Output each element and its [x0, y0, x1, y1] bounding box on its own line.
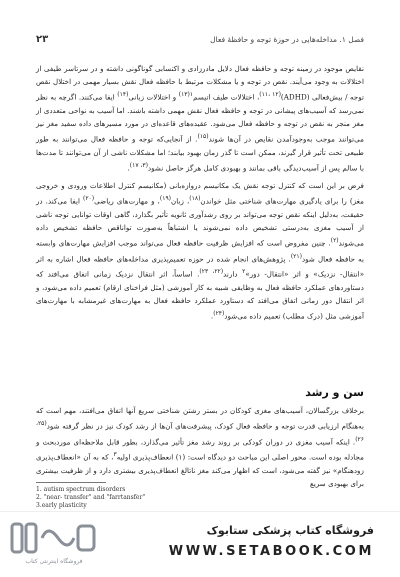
footnote-3: 3.early plasticity — [36, 502, 87, 509]
store-title: فروشگاه کتاب پزشکی ستابوک — [206, 524, 374, 537]
section-body-text — [36, 404, 364, 490]
setabook-logo[interactable] — [8, 518, 100, 568]
paragraph-1: نقایص موجود در زمینه توجه و حافظه فعال دلایل مادرزادی و اکتسابی گوناگونی داشته و در سرتاسر طیفی از اختلالات به وجود می‌آیند. نقص در توجه و یا مشکلات مرتبط با حافظه فعال نقش بسیار مهمی در اختلال نقص توجه / بیش‌فعالی (ADHD)$^{(۱۱، ۱۲)}$، اختلالات طیف اتیسم$^{۱(۱۳)}$ و اختلالات زبانی$^{(۱۴)}$ ایفا می‌کنند. اگرچه به نظر نمی‌رسد که آسیب‌های پیشانی در توجه و حافظه فعال نقش مهمی داشته باشند. اما آسیب به نواحی متعددی از مغز منجر به نقص در توجه و حافظه فعال می‌شود. عقیده‌های قاعده‌ای در مورد مسیرهای داده سفید مغز نیز می‌توانند موجب به‌وجودآمدن نقایص در آن‌ها شوند$^{(۱۵)}$. از آنجایی‌که توجه و حافظه فعال می‌توانند به طور طبیعی تحت تأثیر قرار گیرند، ممکن است تا گذر زمان بهبود بیابند؛ اما مشکلات ناشی از آن می‌توانند تا مدت‌ها با سالم پس از آسیب‌دیدگی باقی بمانند و بهبودی کامل هرگز حاصل نشود$^{(۳، ۱۷)}$. — [36, 64, 364, 173]
page-number: ۲۳ — [36, 34, 49, 45]
footnote-2: 2. "near- transfer" and "farrtansfer" — [36, 494, 146, 501]
paragraph-2: فرض بر این است که کنترل توجه نقش یک مکانیسم دروازه‌بانی (مکانیسم کنترل اطلاعات ورودی و خروجی مغز) را برای یادگیری مهارت‌های شناختی مثل خواندن$^{(۱۸)}$، زبان$^{(۱۹)}$، و مهارت‌های ریاضی$^{(۲۰)}$ ایفا می‌کند. در حقیقت، به‌دلیل اینکه نقص توجه می‌تواند بر روی رشدآوری ثانویه تأثیر بگذارد، گاهی اوقات توانایی توجه ناشی از آسیب مغزی به‌درستی تشخیص داده نمی‌شوند یا اشتباهاً به‌صورت تواناقص حافظه تشخیص داده می‌شوند$^{(۲)}$. چنین مفروض است که افزایش ظرفیت حافظه فعال می‌تواند موجب افزایش مهارت‌های وابسته به حافظه فعال شود$^{(۲۱)}$. پژوهش‌های انجام شده در حوزه تعمیم‌پذیری مداخله‌های حافظه فعال اشاره به اثر «انتقال- نزدیک» و اثر «انتقال- دور»$^۲$ دارند$^{(۲۲، ۲۳)}$. اساساً، اثر انتقال نزدیک زمانی اتفاق می‌افتد که دستاوردهای عملکرد حافظه فعال به وظایفی شبیه به کار آموزشی (مثل فراخنای ارقام) تعمیم داده می‌شود، و اثر انتقال دور زمانی اتفاق می‌افتد که دستاورد عملکرد حافظه فعال به مهارت‌های غیرمشابه با مهارت‌های آموزشی مثل (درک مطلب) تعمیم داده می‌شود$^{(۲۴)}$. — [36, 180, 364, 321]
body-text — [36, 62, 364, 327]
footnote-divider — [36, 482, 106, 483]
footnote-1: 1. autism spectrum disorders — [36, 486, 126, 493]
logo-tagline: فروشگاه اینترنتی کتاب — [25, 558, 83, 565]
page-header — [36, 34, 364, 45]
footnotes — [36, 486, 364, 510]
paragraph-3: برخلاف بزرگسالان، آسیب‌های مغزی کودکان در بستر رشتن شناختی سریع آنها اتفاق می‌افتند، مهم است که به‌هنگام ارزیابی قدرت توجه و حافظه فعال کودک، پیشرفت‌های آن‌ها از رشد کودک نیز در نظر گرفته شود$^{(۲۵، ۲۶)}$. اینکه آسیب مغزی در دوران کودکی بر روند رشد مغز تأثیر می‌گذارد، بطور قابل ملاحظه‌ای موردبحث و مجادله بوده است. محور اصلی این مباحث دو دیدگاه است: (۱) انعطاف‌پذیری اولیه$^۳$، که به آن «انعطاف‌پذیری زودهنگام» نیز گفته می‌شود، است که اظهار می‌کند مغز ناتالغ انعطاف‌پذیری بیشتری دارد و از ظرفیت بیشتری برای بهبودی سریع — [36, 406, 364, 489]
store-url[interactable]: WWW.SETABOOK.COM — [168, 544, 374, 559]
section-heading: سن و رشد — [305, 386, 364, 399]
running-head: فصل ۱. مداخله‌هایی در حوزهٔ توجه و حافظهٔ فعال — [210, 35, 364, 44]
